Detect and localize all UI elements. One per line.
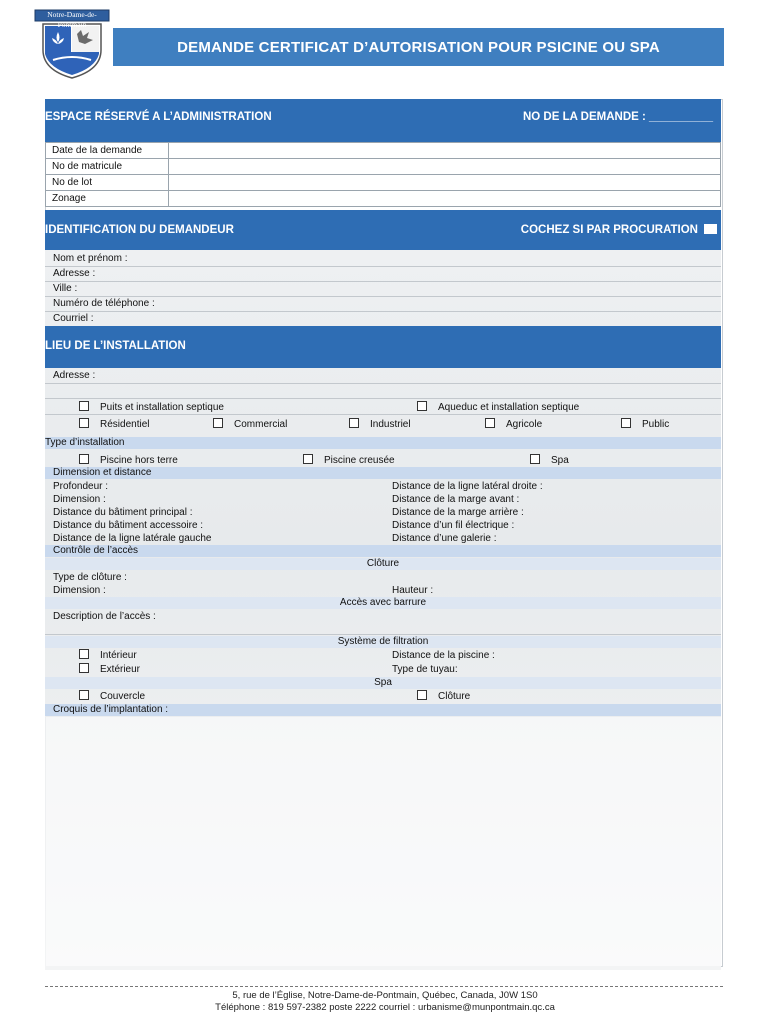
section-label: Accès avec barrure — [339, 597, 427, 608]
electric-wire-distance-field[interactable]: Distance d’un fil électrique : — [392, 520, 515, 531]
checkbox-industrial[interactable] — [349, 418, 411, 432]
sketch-area[interactable] — [46, 717, 722, 966]
checkbox-icon[interactable] — [79, 454, 89, 464]
field-label: Ville : — [53, 283, 78, 294]
filtration-row — [45, 636, 721, 648]
request-number: NO DE LA DEMANDE : __________ — [522, 111, 713, 123]
applicant-section-title: IDENTIFICATION DU DEMANDEUR — [45, 224, 234, 236]
checkbox-cover[interactable] — [79, 690, 145, 704]
fence-dimension-field[interactable]: Dimension : — [53, 585, 106, 596]
checkbox-label: Industriel — [370, 419, 411, 430]
rear-margin-distance-field[interactable]: Distance de la marge arrière : — [392, 507, 524, 518]
pool-distance-field[interactable]: Distance de la piscine : — [392, 650, 495, 661]
blank-line — [45, 383, 721, 399]
checkbox-label: Extérieur — [100, 664, 141, 675]
admin-section-title: ESPACE RÉSERVÉ A L’ADMINISTRATION — [45, 111, 272, 123]
section-label: Spa — [374, 677, 392, 688]
access-control-row — [45, 545, 721, 557]
barrier-row — [45, 597, 721, 609]
checkbox-commercial[interactable] — [213, 418, 287, 432]
accessory-building-distance-field[interactable]: Distance du bâtiment accessoire : — [53, 520, 204, 531]
checkbox-icon[interactable] — [213, 418, 223, 428]
fence-type-field[interactable]: Type de clôture : — [53, 572, 127, 583]
checkbox-label: Aqueduc et installation septique — [438, 402, 580, 413]
checkbox-label: Intérieur — [100, 650, 137, 661]
table-row — [46, 159, 721, 175]
section-label: Clôture — [366, 558, 400, 569]
checkbox-icon[interactable] — [79, 663, 89, 673]
field-label: Courriel : — [53, 313, 94, 324]
crest-label: Notre-Dame-de-Pontmain — [47, 10, 97, 29]
field-label: Adresse : — [53, 268, 96, 279]
field-label: Nom et prénom : — [53, 253, 128, 264]
checkbox-label: Public — [642, 419, 670, 430]
checkbox-label: Commercial — [234, 419, 288, 430]
applicant-address-field[interactable] — [45, 266, 721, 282]
admin-row-label: No de matricule — [46, 159, 169, 175]
checkbox-icon[interactable] — [79, 690, 89, 700]
field-label: Numéro de téléphone : — [53, 298, 155, 309]
section-label: Contrôle de l’accès — [53, 545, 139, 556]
proxy-checkbox[interactable] — [704, 224, 717, 234]
checkbox-agricultural[interactable] — [485, 418, 542, 432]
checkbox-icon[interactable] — [485, 418, 495, 428]
admin-row-label: Zonage — [46, 191, 169, 207]
applicant-email-field[interactable] — [45, 311, 721, 327]
fence-height-field[interactable]: Hauteur : — [392, 585, 434, 596]
checkbox-inground-pool[interactable] — [303, 454, 395, 468]
access-description-field[interactable]: Description de l’accès : — [53, 611, 156, 622]
table-row — [46, 143, 721, 159]
footer-contact: Téléphone : 819 597-2382 poste 2222 courriel : urbanisme@munpontmain.qc.ca — [215, 1002, 555, 1013]
checkbox-label: Couvercle — [100, 691, 146, 702]
table-row — [46, 191, 721, 207]
section-label: Croquis de l’implantation : — [53, 704, 169, 715]
checkbox-above-ground-pool[interactable] — [79, 454, 178, 468]
checkbox-label: Spa — [551, 455, 569, 466]
admin-row-label: Date de la demande — [46, 143, 169, 159]
checkbox-interior[interactable] — [79, 649, 137, 663]
admin-row-value[interactable] — [169, 191, 721, 207]
checkbox-residential[interactable] — [79, 418, 149, 432]
checkbox-exterior[interactable] — [79, 663, 140, 677]
checkbox-label: Piscine hors terre — [100, 455, 178, 466]
footer-divider — [45, 986, 723, 987]
applicant-phone-field[interactable] — [45, 296, 721, 312]
admin-row-value[interactable] — [169, 143, 721, 159]
checkbox-icon[interactable] — [79, 649, 89, 659]
right-line-distance-field[interactable]: Distance de la ligne latéral droite : — [392, 481, 543, 492]
front-margin-distance-field[interactable]: Distance de la marge avant : — [392, 494, 520, 505]
checkbox-icon[interactable] — [417, 690, 427, 700]
checkbox-label: Piscine creusée — [324, 455, 395, 466]
dimension-row — [45, 467, 721, 479]
page-title: DEMANDE CERTIFICAT D’AUTORISATION POUR PSICINE OU SPA — [113, 28, 724, 66]
field-label: Adresse : — [53, 370, 96, 381]
pipe-type-field[interactable]: Type de tuyau: — [392, 664, 458, 675]
section-label: Système de filtration — [337, 636, 429, 647]
admin-row-value[interactable] — [169, 159, 721, 175]
main-building-distance-field[interactable]: Distance du bâtiment principal : — [53, 507, 193, 518]
blank-line — [45, 620, 721, 635]
location-section-header — [45, 326, 721, 368]
table-row — [46, 175, 721, 191]
section-label: Dimension et distance — [53, 467, 152, 478]
location-section-title: LIEU DE L’INSTALLATION — [45, 340, 186, 352]
admin-row-value[interactable] — [169, 175, 721, 191]
checkbox-icon[interactable] — [349, 418, 359, 428]
location-address-field[interactable] — [45, 368, 721, 384]
section-label: Type d’installation — [45, 437, 125, 448]
spa-row — [45, 677, 721, 689]
left-line-distance-field[interactable]: Distance de la ligne latérale gauche — [53, 533, 212, 544]
checkbox-public[interactable] — [621, 418, 669, 432]
checkbox-spa[interactable] — [530, 454, 569, 468]
sketch-row — [45, 704, 721, 716]
checkbox-icon[interactable] — [79, 418, 89, 428]
installation-type-row — [45, 437, 721, 449]
checkbox-icon[interactable] — [303, 454, 313, 464]
checkbox-icon[interactable] — [621, 418, 631, 428]
checkbox-label: Clôture — [438, 691, 471, 702]
footer-address: 5, rue de l’Église, Notre-Dame-de-Pontmain, Québec, Canada, J0W 1S0 — [232, 990, 538, 1001]
applicant-city-field[interactable] — [45, 281, 721, 297]
checkbox-label: Puits et installation septique — [100, 402, 224, 413]
divider — [45, 401, 721, 415]
checkbox-label: Résidentiel — [100, 419, 150, 430]
dimension-field[interactable]: Dimension : — [53, 494, 106, 505]
fence-row — [45, 558, 721, 570]
checkbox-label: Agricole — [506, 419, 543, 430]
applicant-name-field[interactable] — [45, 251, 721, 267]
checkbox-spa-fence[interactable] — [417, 690, 470, 704]
proxy-checkbox-label[interactable] — [521, 224, 717, 236]
admin-table — [45, 142, 721, 207]
proxy-label-text: COCHEZ SI PAR PROCURATION — [520, 224, 698, 236]
applicant-section-header — [45, 210, 721, 250]
checkbox-icon[interactable] — [530, 454, 540, 464]
admin-row-label: No de lot — [46, 175, 169, 191]
admin-section-header — [45, 99, 721, 142]
gallery-distance-field[interactable]: Distance d’une galerie : — [392, 533, 497, 544]
depth-field[interactable]: Profondeur : — [53, 481, 109, 492]
